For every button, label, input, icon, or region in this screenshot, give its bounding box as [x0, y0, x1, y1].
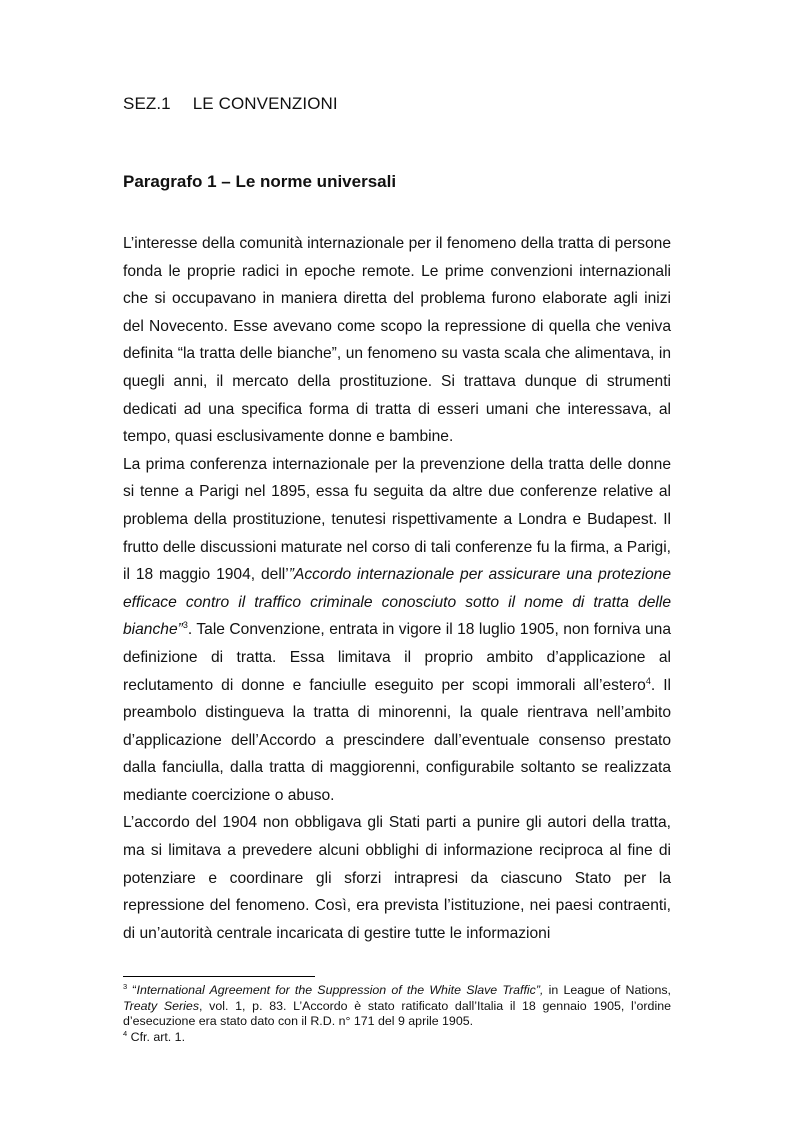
footnote-3-number: 3	[123, 981, 128, 991]
footnote-3-title: International Agreement for the Suppression of the White Slave Traffic”,	[136, 983, 544, 997]
footnote-4	[123, 1030, 671, 1046]
footnote-3-series: Treaty Series	[123, 998, 200, 1013]
footnote-4-number: 4	[123, 1028, 128, 1038]
footnote-ref-3[interactable]: 3	[182, 620, 188, 631]
accord-title: ”Accordo internazionale per assicurare una protezione efficace contro il traffico criminale conosciuto sotto il nome di tratta delle bianche”	[123, 566, 671, 639]
section-title: LE CONVENZIONI	[192, 94, 338, 113]
section-label: SEZ.1	[123, 94, 171, 113]
p2-after-ref4: . Il preambolo distingueva la tratta di minorenni, la quale rientrava nell’ambito d’applicazione dell’Accordo a prescindere dall’eventuale consenso prestato dalla fanciulla, dalla tratta di maggiorenni, configurabile soltanto se realizzata mediante coercizione o abuso.	[123, 676, 671, 804]
footnote-separator	[123, 976, 315, 977]
paragraph-heading: Paragrafo 1 – Le norme universali	[123, 172, 397, 191]
footnote-ref-4[interactable]: 4	[645, 675, 651, 686]
body-paragraph-3: L’accordo del 1904 non obbligava gli Stati parti a punire gli autori della tratta, ma si limitava a prevedere alcuni obblighi di informazione reciproca al fine di potenziare e coordinare gli sforzi intrapresi da ciascuno Stato per la repressione del fenomeno. Così, era prevista l’istituzione, nei paesi contraenti, di un’autorità centrale incaricata di gestire tutte le informazioni	[123, 814, 671, 942]
footnote-3-text-a: in League of Nations,	[543, 983, 671, 997]
body-text	[123, 230, 671, 947]
footnote-3	[123, 983, 671, 1030]
footnote-3-text-b: , vol. 1, p. 83. L’Accordo è stato ratificato dall’Italia il 18 gennaio 1905, l’ordine d’esecuzione era stato dato con il R.D. n° 171 del 9 aprile 1905.	[123, 998, 671, 1028]
p2-before-title: La prima conferenza internazionale per la prevenzione della tratta delle donne si tenne a Parigi nel 1895, essa fu seguita da altre due conferenze relative al problema della prostituzione, tenutesi rispettivamente a Londra e Budapest. Il frutto delle discussioni maturate nel corso di tali conferenze fu la firma, a Parigi, il 18 maggio 1904, dell’	[123, 455, 671, 584]
body-paragraph-1: L’interesse della comunità internazionale per il fenomeno della tratta di persone fonda le proprie radici in epoche remote. Le prime convenzioni internazionali che si occupavano in maniera diretta del problema furono elaborate agli inizi del Novecento. Esse avevano come scopo la repressione di quella che veniva definita “la tratta delle bianche”, un fenomeno su vasta scala che alimentava, in quegli anni, il mercato della prostituzione. Si trattava dunque di strumenti dedicati ad una specifica forma di tratta di esseri umani che interessava, al tempo, quasi esclusivamente donne e bambine.	[123, 235, 671, 446]
footnote-3-open-quote: “	[132, 983, 137, 997]
p2-after-title: . Tale Convenzione, entrata in vigore il 18 luglio 1905, non forniva una definizione di tratta. Essa limitava il proprio ambito d’applicazione al reclutamento di donne e fanciulle eseguito per scopi immorali all’estero	[123, 621, 671, 694]
section-heading	[123, 94, 338, 114]
body-paragraph-2	[123, 451, 671, 810]
footnote-4-text: Cfr. art. 1.	[127, 1029, 186, 1044]
footnotes	[123, 983, 671, 1045]
